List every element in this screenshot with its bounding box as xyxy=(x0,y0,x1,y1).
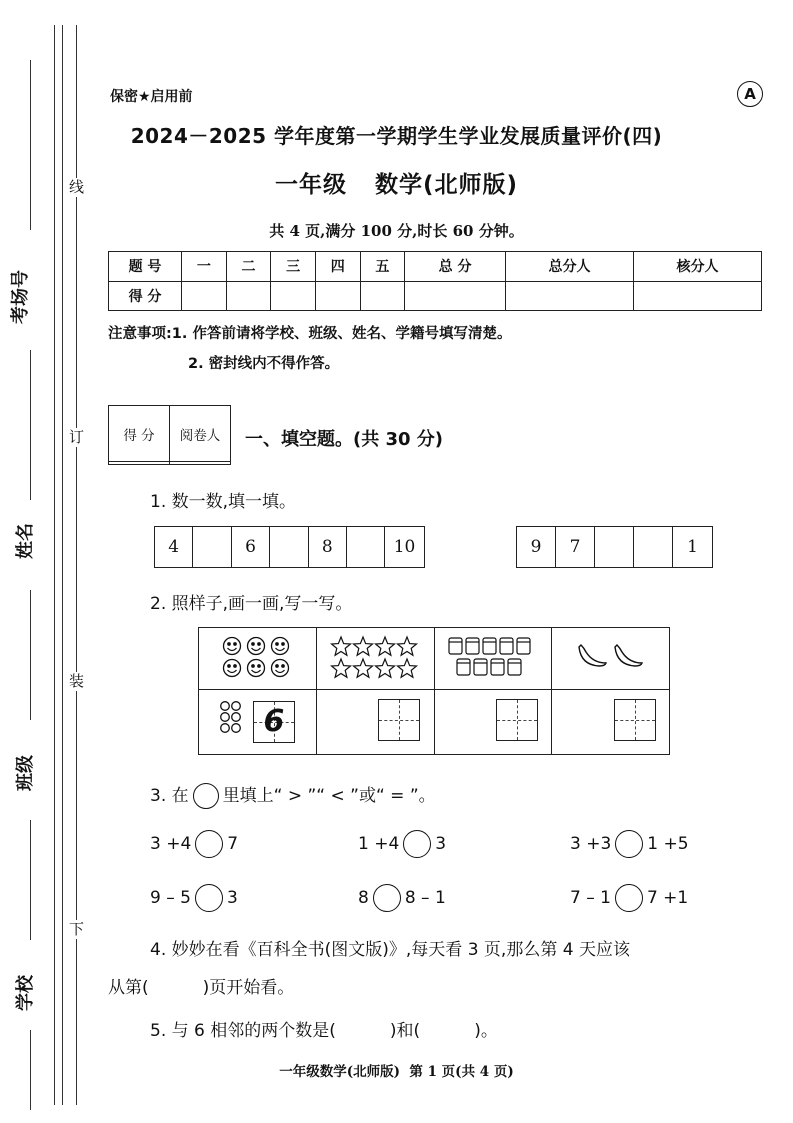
score-cell[interactable] xyxy=(226,281,271,311)
strip-cell: 7 xyxy=(556,527,595,567)
compare-circle[interactable] xyxy=(615,830,643,858)
compare-item xyxy=(358,830,446,858)
seal-mark-ding: 订 xyxy=(69,428,85,446)
number-strip-2 xyxy=(516,526,713,568)
cups-cell xyxy=(434,628,552,690)
compare-right: 7 xyxy=(227,834,239,854)
seal-mark-zhuang: 装 xyxy=(69,672,85,690)
compare-right: 7 +1 xyxy=(646,888,689,908)
question-3-prefix: 3. 在 xyxy=(150,786,189,806)
compare-right: 3 xyxy=(435,834,447,854)
answer-cell-cups[interactable] xyxy=(434,690,552,755)
section-score-cell[interactable] xyxy=(109,462,170,465)
circle-blank-icon xyxy=(193,783,219,809)
seal-mark-xian: 线 xyxy=(69,178,85,196)
compare-left: 3 +4 xyxy=(150,834,192,854)
field-label-name: 姓名 xyxy=(15,523,36,559)
smiley-faces-cell xyxy=(199,628,317,690)
question-5-text: 5. 与 6 相邻的两个数是( )和( )。 xyxy=(150,1021,498,1041)
compare-item xyxy=(150,830,238,858)
compare-circle[interactable] xyxy=(195,830,223,858)
score-header-cell: 一 xyxy=(182,252,227,282)
picture-grid xyxy=(198,627,670,755)
stars-cell xyxy=(316,628,434,690)
compare-item xyxy=(358,884,446,912)
tian-grid-box xyxy=(253,701,295,743)
strip-blank[interactable] xyxy=(193,527,231,567)
question-3-suffix: 里填上“ > ”“ < ”或“ = ”。 xyxy=(222,786,436,806)
strip-cell: 4 xyxy=(155,527,193,567)
question-1-text: 1. 数一数,填一填。 xyxy=(150,492,297,512)
score-header-cell: 总分人 xyxy=(506,252,634,282)
score-table-header-row xyxy=(109,252,762,282)
strip-cell: 9 xyxy=(517,527,556,567)
score-cell[interactable] xyxy=(315,281,360,311)
exam-subtitle xyxy=(0,166,793,199)
compare-circle[interactable] xyxy=(195,884,223,912)
compare-right: 8 – 1 xyxy=(404,888,446,908)
example-answer-cell xyxy=(199,690,317,755)
score-header-cell: 五 xyxy=(360,252,405,282)
question-4-line-2: 从第( )页开始看。 xyxy=(108,978,295,998)
field-label-school: 学校 xyxy=(15,975,36,1011)
compare-item xyxy=(150,884,238,912)
tian-grid-box[interactable] xyxy=(496,699,538,741)
section-grader-label: 阅卷人 xyxy=(170,406,231,462)
answer-cell-bananas[interactable] xyxy=(552,690,670,755)
seal-mark-xia: 下 xyxy=(69,920,85,938)
compare-circle[interactable] xyxy=(403,830,431,858)
strip-blank[interactable] xyxy=(270,527,308,567)
compare-left: 3 +3 xyxy=(570,834,612,854)
exam-info: 共 4 页,满分 100 分,时长 60 分钟。 xyxy=(269,222,524,240)
score-table xyxy=(108,251,762,311)
compare-right: 3 xyxy=(226,888,238,908)
score-cell[interactable] xyxy=(271,281,316,311)
compare-left: 8 xyxy=(358,888,369,908)
strip-cell: 10 xyxy=(393,537,416,557)
field-line-school xyxy=(30,820,31,940)
section-title: 一、填空题。(共 30 分) xyxy=(245,429,444,450)
field-label-exam-room: 考场号 xyxy=(10,270,31,324)
score-cell[interactable] xyxy=(405,281,506,311)
subtitle-subject: 数学(北师版) xyxy=(374,172,519,198)
strip-cell: 6 xyxy=(232,527,270,567)
compare-item xyxy=(570,830,689,858)
compare-circle[interactable] xyxy=(615,884,643,912)
section-score-box xyxy=(108,405,231,465)
page-footer: 一年级数学(北师版) 第 1 页(共 4 页) xyxy=(279,1064,514,1080)
score-row-label: 得 分 xyxy=(109,281,182,311)
tian-grid-box[interactable] xyxy=(614,699,656,741)
exam-title: 2024－2025 学年度第一学期学生学业发展质量评价(四) xyxy=(130,124,663,148)
number-strip-1 xyxy=(154,526,425,568)
section-score-label: 得 分 xyxy=(109,406,170,462)
compare-circle[interactable] xyxy=(373,884,401,912)
score-header-cell: 总 分 xyxy=(405,252,506,282)
answer-cell-stars[interactable] xyxy=(316,690,434,755)
smiley-icon-group xyxy=(222,635,292,679)
example-answer-digit: 6 xyxy=(263,704,285,739)
section-grader-cell[interactable] xyxy=(170,462,231,465)
compare-left: 1 +4 xyxy=(358,834,400,854)
compare-left: 9 – 5 xyxy=(150,888,191,908)
score-header-cell: 题 号 xyxy=(109,252,182,282)
compare-right: 1 +5 xyxy=(647,834,689,854)
star-icon-group xyxy=(330,635,420,679)
confidential-label: 保密★启用前 xyxy=(110,89,193,105)
field-line-name xyxy=(30,350,31,500)
score-cell[interactable] xyxy=(633,281,761,311)
strip-cell: 1 xyxy=(687,537,698,557)
question-3-text xyxy=(150,781,436,809)
score-header-cell: 二 xyxy=(226,252,271,282)
notes-line-1: 注意事项:1. 作答前请将学校、班级、姓名、学籍号填写清楚。 xyxy=(108,326,512,342)
strip-cell: 8 xyxy=(309,527,347,567)
compare-left: 7 – 1 xyxy=(570,888,611,908)
score-table-score-row xyxy=(109,281,762,311)
score-header-cell: 核分人 xyxy=(633,252,761,282)
notes-line-2: 2. 密封线内不得作答。 xyxy=(188,356,340,372)
field-line-class xyxy=(30,590,31,720)
question-2-text: 2. 照样子,画一画,写一写。 xyxy=(150,594,353,614)
compare-item xyxy=(570,884,688,912)
tian-grid-box[interactable] xyxy=(378,699,420,741)
score-cell[interactable] xyxy=(360,281,405,311)
subtitle-grade: 一年级 xyxy=(274,172,347,198)
strip-blank[interactable] xyxy=(347,527,385,567)
score-header-cell: 三 xyxy=(271,252,316,282)
strip-blank[interactable] xyxy=(634,527,673,567)
circle-icon-group xyxy=(220,700,242,744)
score-cell[interactable] xyxy=(182,281,227,311)
bananas-cell xyxy=(552,628,670,690)
cup-icon-group xyxy=(447,635,539,679)
score-cell[interactable] xyxy=(506,281,634,311)
version-badge: A xyxy=(737,81,763,107)
score-header-cell: 四 xyxy=(315,252,360,282)
banana-icon-group xyxy=(575,639,647,675)
strip-blank[interactable] xyxy=(595,527,634,567)
field-label-class: 班级 xyxy=(15,755,36,791)
question-4-line-1: 4. 妙妙在看《百科全书(图文版)》,每天看 3 页,那么第 4 天应该 xyxy=(150,940,630,960)
